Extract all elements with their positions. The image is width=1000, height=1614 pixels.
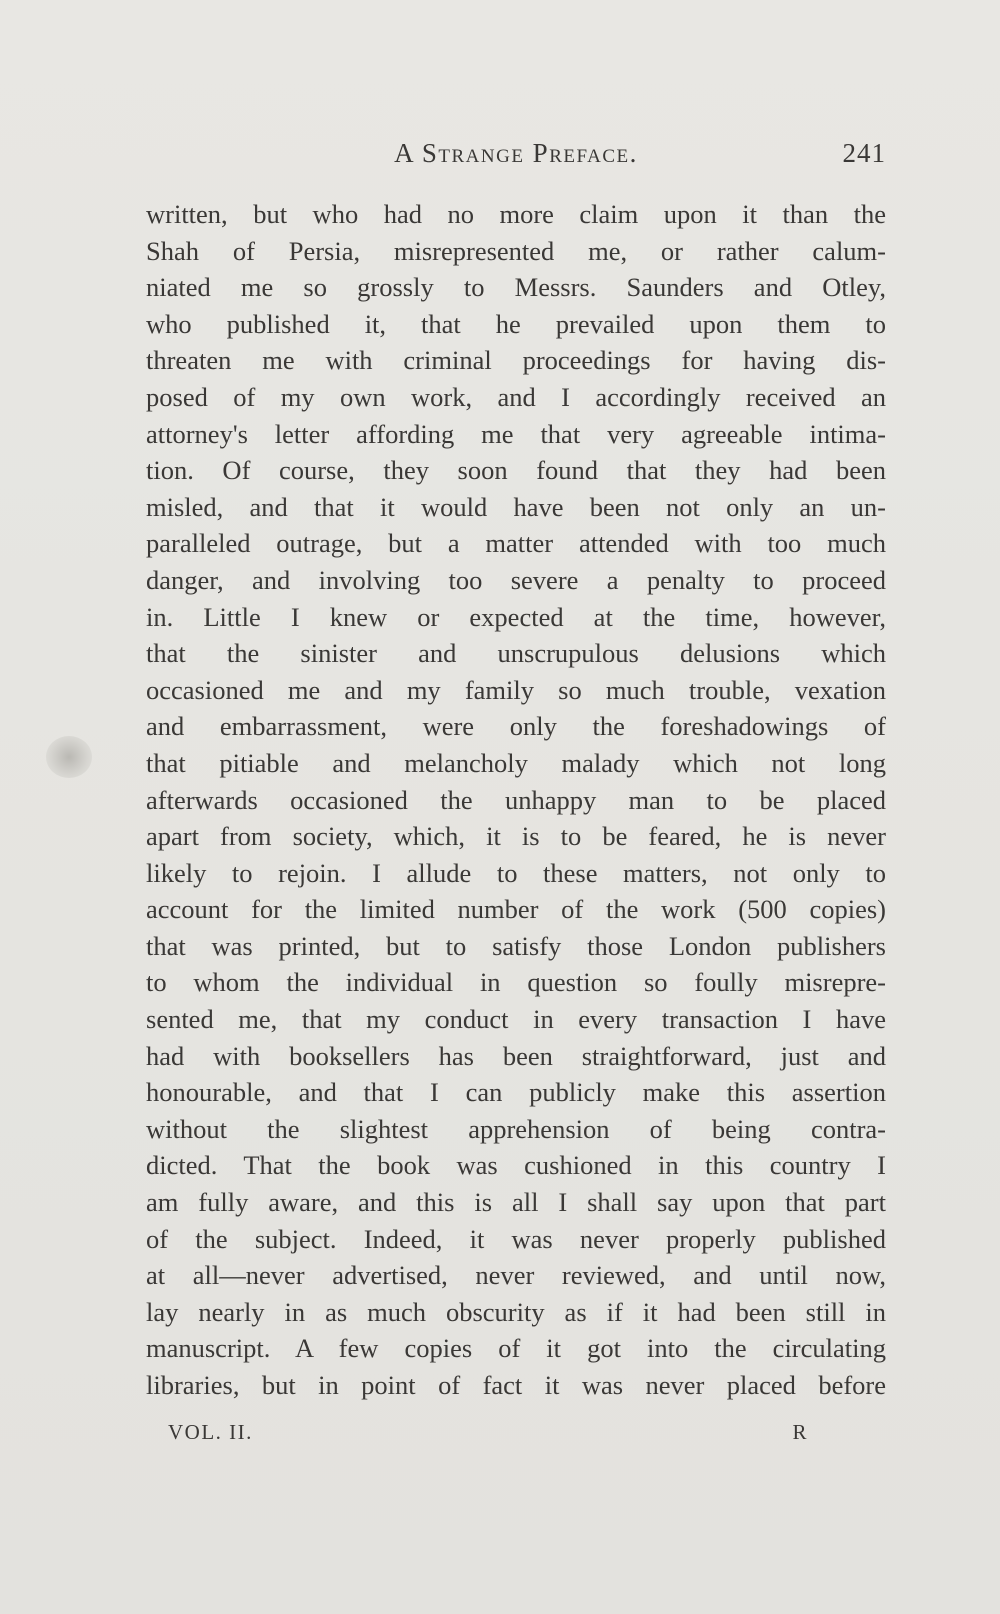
text-line: lay nearly in as much obscurity as if it had been still in: [146, 1296, 886, 1327]
text-line: posed of my own work, and I accordingly received an: [146, 381, 886, 412]
text-line: that pitiable and melancholy malady which not long: [146, 747, 886, 778]
text-line: tion. Of course, they soon found that they had been: [146, 455, 886, 486]
page-footer: [168, 1420, 808, 1450]
text-line: who published it, that he prevailed upon them to: [146, 308, 886, 339]
text-line: to whom the individual in question so foully misrepre-: [146, 967, 886, 998]
text-line: Shah of Persia, misrepresented me, or rather calum-: [146, 235, 886, 266]
text-line: danger, and involving too severe a penalty to proceed: [146, 564, 886, 595]
page-smudge: [46, 736, 92, 778]
text-line: am fully aware, and this is all I shall say upon that part: [146, 1187, 886, 1218]
text-line: niated me so grossly to Messrs. Saunders and Otley,: [146, 272, 886, 303]
text-line: misled, and that it would have been not only an un-: [146, 491, 886, 522]
body-text: [146, 196, 886, 1404]
running-title: A Strange Preface.: [394, 138, 638, 168]
text-line: honourable, and that I can publicly make this assertion: [146, 1077, 886, 1108]
text-line: libraries, but in point of fact it was never placed before: [146, 1370, 886, 1400]
text-line: of the subject. Indeed, it was never properly published: [146, 1223, 886, 1254]
text-line: attorney's letter affording me that very agreeable intima-: [146, 418, 886, 449]
text-line: dicted. That the book was cushioned in this country I: [146, 1150, 886, 1181]
text-line: apart from society, which, it is to be feared, he is never: [146, 821, 886, 852]
text-line: afterwards occasioned the unhappy man to be placed: [146, 784, 886, 815]
text-line: paralleled outrage, but a matter attended with too much: [146, 528, 886, 559]
text-line: likely to rejoin. I allude to these matters, not only to: [146, 857, 886, 888]
text-line: account for the limited number of the work (500 copies): [146, 894, 886, 925]
text-line: written, but who had no more claim upon it than the: [146, 199, 886, 229]
running-head: [146, 138, 886, 178]
text-line: at all—never advertised, never reviewed, and until now,: [146, 1260, 886, 1291]
page-number: 241: [842, 138, 886, 168]
text-line: occasioned me and my family so much trouble, vexation: [146, 674, 886, 705]
text-line: sented me, that my conduct in every transaction I have: [146, 1004, 886, 1035]
text-line: in. Little I knew or expected at the time, however,: [146, 601, 886, 632]
text-line: and embarrassment, were only the foreshadowings of: [146, 711, 886, 742]
volume-mark: VOL. II.: [168, 1420, 253, 1444]
text-line: manuscript. A few copies of it got into the circulating: [146, 1333, 886, 1364]
text-line: that was printed, but to satisfy those London publishers: [146, 930, 886, 961]
text-line: that the sinister and unscrupulous delusions which: [146, 638, 886, 669]
text-line: had with booksellers has been straightforward, just and: [146, 1040, 886, 1071]
text-line: without the slightest apprehension of being contra-: [146, 1113, 886, 1144]
signature-mark: R: [792, 1420, 808, 1444]
text-line: threaten me with criminal proceedings for having dis-: [146, 345, 886, 376]
